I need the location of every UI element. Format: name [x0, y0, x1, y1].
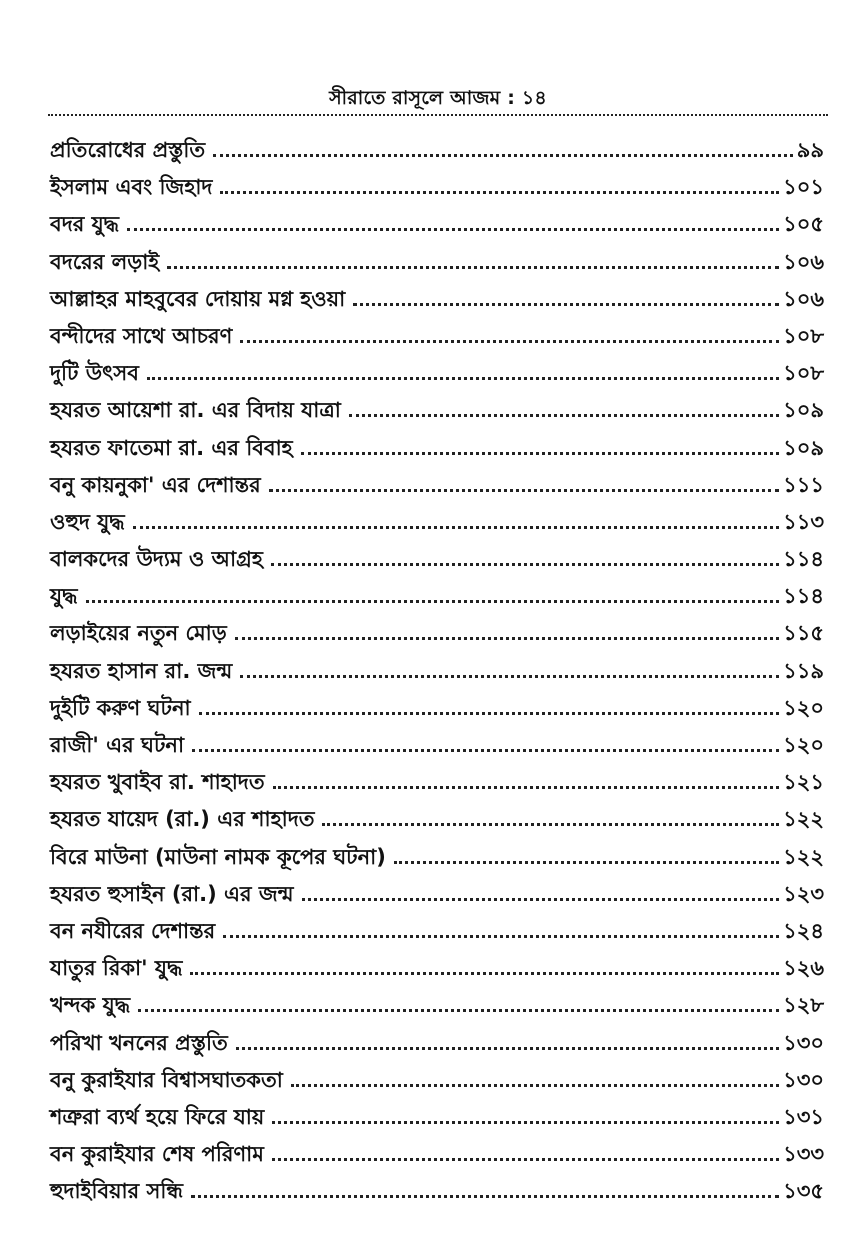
toc-entry-page: ১০৬ — [783, 286, 824, 311]
toc-entry-page: ১২৬ — [783, 956, 824, 981]
toc-entry-title: হযরত খুবাইব রা. শাহাদত — [50, 770, 265, 795]
toc-entry — [50, 878, 824, 915]
toc-entry-page: ১১১ — [783, 472, 824, 497]
toc-dot-leader — [349, 414, 779, 417]
toc-entry — [50, 692, 824, 729]
toc-entry — [50, 469, 824, 506]
toc-dot-leader — [273, 786, 779, 789]
toc-entry-page: ১০১ — [783, 175, 824, 200]
toc-dot-leader — [272, 1158, 779, 1161]
toc-dot-leader — [220, 191, 779, 194]
table-of-contents — [50, 134, 824, 1212]
toc-entry-page: ১১৪ — [783, 584, 824, 609]
toc-dot-leader — [322, 823, 779, 826]
toc-entry-page: ১০৮ — [783, 361, 824, 386]
toc-entry-title: যুদ্ধ — [50, 584, 78, 609]
toc-entry — [50, 171, 824, 208]
toc-entry — [50, 766, 824, 803]
toc-entry — [50, 432, 824, 469]
toc-entry-page: ১১৪ — [783, 547, 824, 572]
toc-dot-leader — [133, 526, 779, 529]
toc-entry-title: ইসলাম এবং জিহাদ — [50, 175, 213, 200]
toc-entry-page: ১০৯ — [783, 398, 824, 423]
toc-entry-title: পরিখা খননের প্রস্তুতি — [50, 1030, 228, 1055]
toc-entry-title: হযরত আয়েশা রা. এর বিদায় যাত্রা — [50, 398, 341, 423]
toc-entry-page: ১২১ — [783, 770, 824, 795]
toc-entry-page: ১৩১ — [783, 1104, 824, 1129]
toc-entry — [50, 803, 824, 840]
toc-dot-leader — [223, 935, 779, 938]
toc-dot-leader — [302, 898, 780, 901]
toc-entry-page: ৯৯ — [796, 138, 824, 162]
toc-entry-title: ওহুদ যুদ্ধ — [50, 509, 125, 534]
toc-dot-leader — [192, 749, 779, 752]
toc-entry — [50, 729, 824, 766]
toc-entry-title: দুটি উৎসব — [50, 361, 139, 386]
toc-dot-leader — [190, 972, 779, 975]
toc-entry — [50, 617, 824, 654]
toc-entry — [50, 1138, 824, 1175]
toc-entry-page: ১০৯ — [783, 435, 824, 460]
toc-entry-title: হযরত ফাতেমা রা. এর বিবাহ — [50, 435, 293, 460]
toc-entry-title: যাতুর রিকা' যুদ্ধ — [50, 956, 183, 981]
toc-entry-title: লড়াইয়ের নতুন মোড় — [50, 621, 227, 646]
toc-entry-page: ১২২ — [783, 844, 824, 869]
toc-entry — [50, 320, 824, 357]
toc-entry-page: ১২৮ — [783, 993, 824, 1018]
toc-entry-title: প্রতিরোধের প্রস্তুতি — [50, 138, 206, 162]
toc-entry-title: বদর যুদ্ধ — [50, 212, 120, 237]
toc-entry — [50, 506, 824, 543]
toc-dot-leader — [167, 266, 779, 269]
toc-entry-title: আল্লাহর মাহবুবের দোয়ায় মগ্ন হওয়া — [50, 286, 346, 311]
toc-dot-leader — [394, 861, 779, 864]
toc-dot-leader — [199, 712, 779, 715]
toc-entry-title: রাজী' এর ঘটনা — [50, 733, 185, 757]
toc-entry-title: বনু কুরাইযার বিশ্বাসঘাতকতা — [50, 1067, 283, 1092]
toc-dot-leader — [138, 1009, 779, 1012]
toc-entry — [50, 1101, 824, 1138]
toc-entry-title: বদরের লড়াই — [50, 249, 160, 274]
toc-dot-leader — [236, 1047, 779, 1050]
toc-entry — [50, 357, 824, 394]
toc-dot-leader — [127, 228, 779, 231]
toc-dot-leader — [291, 1084, 779, 1087]
toc-entry-title: বন্দীদের সাথে আচরণ — [50, 323, 233, 348]
toc-entry-page: ১০৮ — [783, 323, 824, 348]
toc-entry-page: ১৩০ — [783, 1067, 824, 1092]
toc-entry — [50, 1027, 824, 1064]
toc-entry — [50, 394, 824, 431]
toc-dot-leader — [269, 489, 779, 492]
toc-entry-page: ১২৪ — [783, 918, 824, 943]
toc-entry — [50, 655, 824, 692]
toc-entry-title: হুদাইবিয়ার সন্ধি — [50, 1179, 183, 1204]
toc-entry-title: বন নযীরের দেশান্তর — [50, 918, 216, 943]
toc-entry — [50, 134, 824, 171]
toc-dot-leader — [86, 600, 780, 603]
toc-entry-page: ১১৫ — [783, 621, 824, 646]
toc-entry-page: ১০৬ — [783, 249, 824, 274]
toc-entry — [50, 543, 824, 580]
header-dotted-rule — [48, 114, 828, 116]
toc-entry-page: ১২০ — [783, 695, 824, 720]
toc-entry-page: ১২২ — [783, 807, 824, 832]
toc-entry-title: খন্দক যুদ্ধ — [50, 993, 131, 1018]
toc-dot-leader — [353, 303, 779, 306]
toc-entry-page: ১১৩ — [783, 509, 824, 534]
toc-entry — [50, 283, 824, 320]
toc-entry-title: হযরত হুসাইন (রা.) এর জন্ম — [50, 881, 294, 906]
toc-entry-title: বনু কায়নুকা' এর দেশান্তর — [50, 472, 261, 497]
toc-entry — [50, 246, 824, 283]
toc-dot-leader — [240, 675, 779, 678]
toc-entry-title: হযরত যায়েদ (রা.) এর শাহাদত — [50, 807, 315, 832]
toc-entry-title: শত্রুরা ব্যর্থ হয়ে ফিরে যায় — [50, 1104, 265, 1129]
toc-entry-page: ১৩০ — [783, 1030, 824, 1055]
toc-dot-leader — [271, 563, 779, 566]
toc-entry-page: ১০৫ — [783, 212, 824, 237]
toc-entry-title: বালকদের উদ্যম ও আগ্রহ — [50, 547, 263, 572]
toc-entry-page: ১২৩ — [783, 881, 824, 906]
toc-entry-page: ১১৯ — [783, 658, 824, 683]
toc-entry-page: ১৩৫ — [783, 1179, 824, 1204]
toc-entry-title: বিরে মাউনা (মাউনা নামক কূপের ঘটনা) — [50, 844, 386, 869]
toc-entry — [50, 580, 824, 617]
toc-entry — [50, 841, 824, 878]
toc-dot-leader — [240, 340, 779, 343]
toc-entry — [50, 208, 824, 245]
running-header: সীরাতে রাসূলে আজম : ১৪ — [329, 87, 547, 109]
toc-dot-leader — [191, 1195, 779, 1198]
toc-entry — [50, 915, 824, 952]
toc-dot-leader — [301, 452, 779, 455]
toc-dot-leader — [272, 1121, 779, 1124]
toc-entry — [50, 1064, 824, 1101]
toc-entry-page: ১২০ — [783, 733, 824, 757]
toc-entry — [50, 1175, 824, 1212]
toc-dot-leader — [147, 377, 779, 380]
toc-entry — [50, 952, 824, 989]
toc-dot-leader — [235, 637, 779, 640]
toc-entry-page: ১৩৩ — [783, 1142, 824, 1167]
toc-dot-leader — [213, 154, 793, 157]
toc-entry-title: বন কুরাইযার শেষ পরিণাম — [50, 1142, 264, 1167]
toc-entry-title: হযরত হাসান রা. জন্ম — [50, 658, 233, 683]
toc-entry — [50, 989, 824, 1026]
toc-entry-title: দুইটি করুণ ঘটনা — [50, 695, 191, 720]
